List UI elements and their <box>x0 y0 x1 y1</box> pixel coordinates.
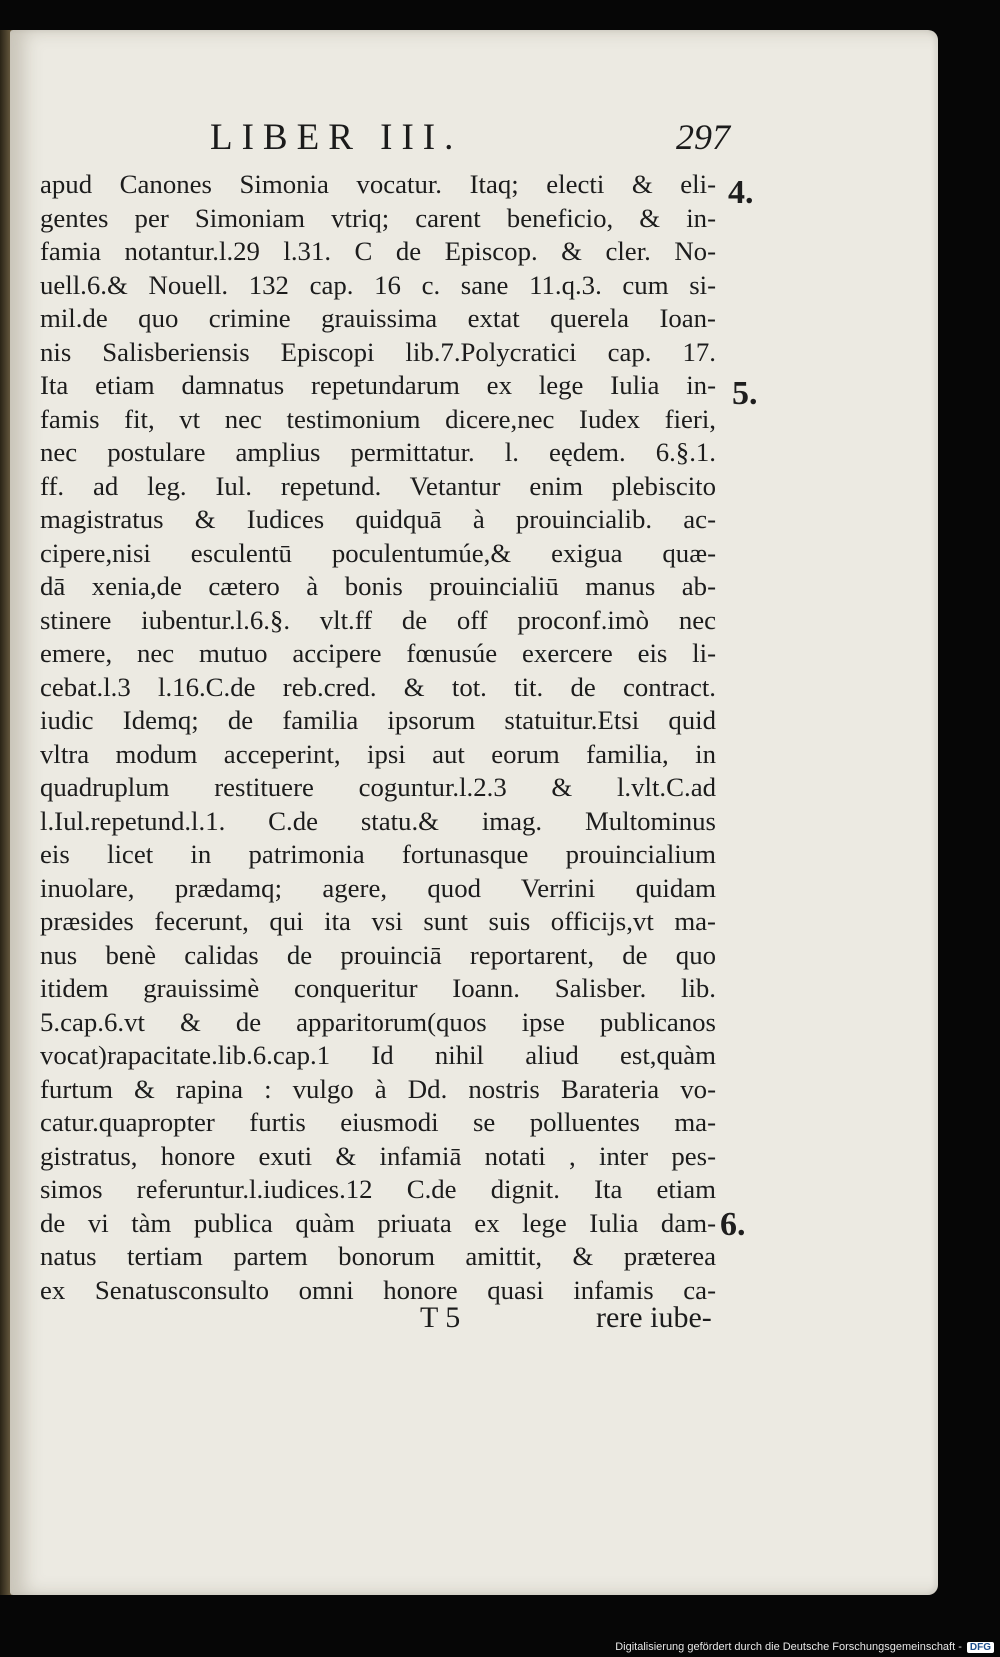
text-line: nec postulare amplius permittatur. l. eędem. 6.§.1. <box>40 437 716 467</box>
text-line: præsides fecerunt, qui ita vsi sunt suis officijs,vt ma- <box>40 906 716 936</box>
text-line: dā xenia,de cætero à bonis prouincialiū manus ab- <box>40 571 716 601</box>
text-line: simos referuntur.l.iudices.12 C.de dignit. Ita etiam <box>40 1174 716 1204</box>
text-line: cebat.l.3 l.16.C.de reb.cred. & tot. tit. de contract. <box>40 671 716 702</box>
text-line: nis Salisberiensis Episcopi lib.7.Polycratici cap. 17. <box>40 336 716 367</box>
text-line: cipere,nisi esculentū poculentumúe,& exigua quæ- <box>40 537 716 568</box>
text-line: furtum & rapina : vulgo à Dd. nostris Barateria vo- <box>40 1073 716 1104</box>
text-line: nus benè calidas de prouinciā reportarent, de quo <box>40 939 716 970</box>
text-line: 5.cap.6.vt & de apparitorum(quos ipse publicanos <box>40 1006 716 1037</box>
page-number: 297 <box>676 117 730 157</box>
running-title: LIBER III. <box>210 117 463 158</box>
signature-mark: T 5 <box>420 1301 461 1334</box>
text-line: iudic Idemq; de familia ipsorum statuitur.Etsi quid <box>40 705 716 735</box>
dfg-logo-icon: DFG <box>967 1642 994 1653</box>
text-line: mil.de quo crimine grauissima extat querela Ioan- <box>40 303 716 333</box>
text-line: stinere iubentur.l.6.§. vlt.ff de off proconf.imò nec <box>40 604 716 635</box>
text-line: inuolare, prædamq; agere, quod Verrini quidam <box>40 872 716 903</box>
text-line: vltra modum acceperint, ipsi aut eorum familia, in <box>40 738 716 769</box>
text-line: quadruplum restituere coguntur.l.2.3 & l.vlt.C.ad <box>40 772 716 802</box>
catchword: rere iube- <box>596 1301 712 1334</box>
running-header <box>210 116 730 166</box>
text-line: itidem grauissimè conqueritur Ioann. Salisber. lib. <box>40 973 716 1003</box>
text-line: l.Iul.repetund.l.1. C.de statu.& imag. Multominus <box>40 805 716 836</box>
text-line: magistratus & Iudices quidquā à prouincialib. ac- <box>40 504 716 534</box>
text-line: apud Canones Simonia vocatur. Itaq; electi & eli- <box>40 169 716 199</box>
text-line: ex Senatusconsulto omni honore quasi infamis ca- <box>40 1274 716 1305</box>
text-line: Ita etiam damnatus repetundarum ex lege Iulia in- <box>40 370 716 400</box>
text-line: emere, nec mutuo accipere fœnusúe exercere eis li- <box>40 638 716 668</box>
digitization-footer <box>615 1639 994 1655</box>
margin-number: 6. <box>720 1206 746 1243</box>
footer-credit: Digitalisierung gefördert durch die Deutsche Forschungsgemeinschaft - <box>615 1641 962 1653</box>
text-line: de vi tàm publica quàm priuata ex lege Iulia dam- <box>40 1207 716 1238</box>
text-line: ff. ad leg. Iul. repetund. Vetantur enim plebiscito <box>40 470 716 501</box>
text-line: catur.quapropter furtis eiusmodi se polluentes ma- <box>40 1107 716 1137</box>
text-line: eis licet in patrimonia fortunasque prouincialium <box>40 839 716 869</box>
text-line: famia notantur.l.29 l.31. C de Episcop. & cler. No- <box>40 236 716 266</box>
text-line: natus tertiam partem bonorum amittit, & præterea <box>40 1241 716 1271</box>
margin-number: 4. <box>728 174 754 211</box>
text-line: gentes per Simoniam vtriq; carent beneficio, & in- <box>40 202 716 233</box>
text-line: famis fit, vt nec testimonium dicere,nec Iudex fieri, <box>40 403 716 434</box>
text-line: uell.6.& Nouell. 132 cap. 16 c. sane 11.q.3. cum si- <box>40 269 716 300</box>
body-text <box>40 168 716 1307</box>
text-line: gistratus, honore exuti & infamiā notati , inter pes- <box>40 1140 716 1171</box>
margin-number: 5. <box>732 375 758 412</box>
text-line: vocat)rapacitate.lib.6.cap.1 Id nihil aliud est,quàm <box>40 1040 716 1070</box>
